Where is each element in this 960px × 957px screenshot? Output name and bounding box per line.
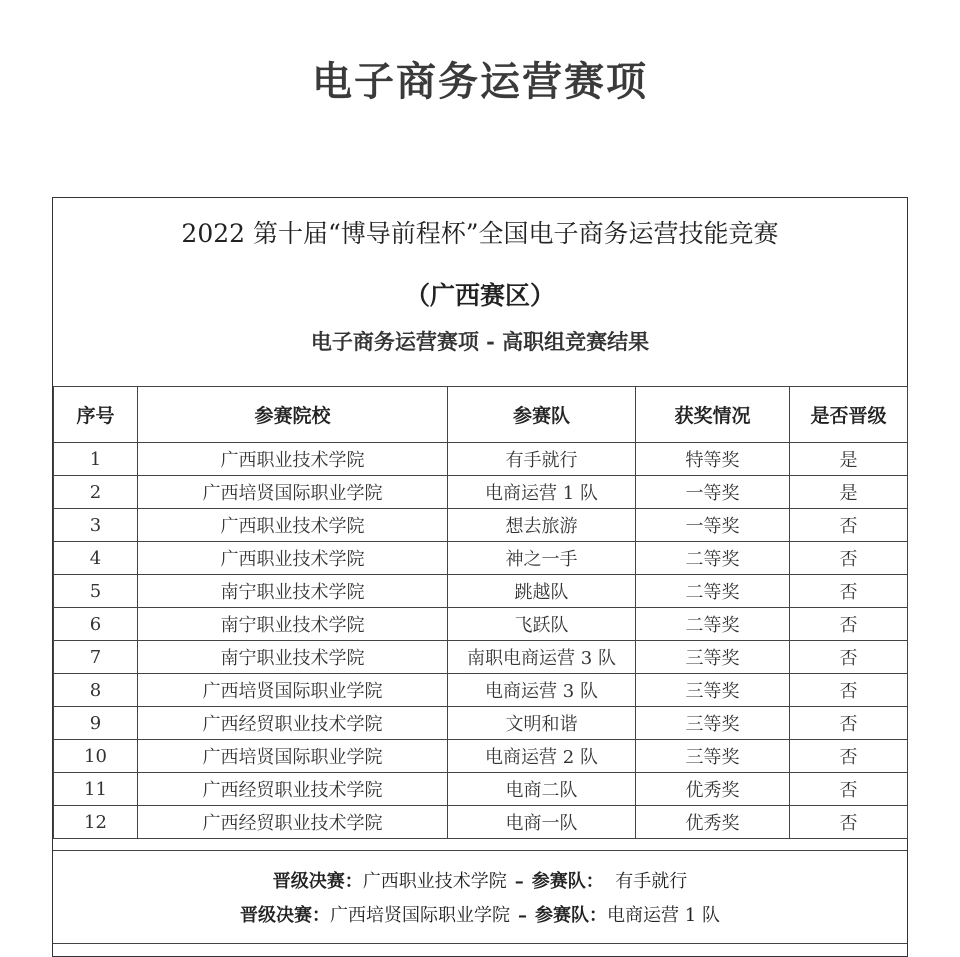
cell-award: 三等奖 xyxy=(636,740,790,773)
column-header-advance: 是否晋级 xyxy=(790,387,908,443)
cell-no: 4 xyxy=(54,542,138,575)
cell-no: 10 xyxy=(54,740,138,773)
cell-award: 优秀奖 xyxy=(636,806,790,839)
cell-no: 9 xyxy=(54,707,138,740)
cell-award: 特等奖 xyxy=(636,443,790,476)
cell-advance: 否 xyxy=(790,575,908,608)
table-row xyxy=(54,608,908,641)
cell-no: 3 xyxy=(54,509,138,542)
cell-school: 广西职业技术学院 xyxy=(138,509,448,542)
page-heading: 电子商务运营赛项 xyxy=(312,59,648,105)
cell-advance: 是 xyxy=(790,443,908,476)
competition-region: （广西赛区） xyxy=(404,281,555,310)
cell-school: 南宁职业技术学院 xyxy=(138,608,448,641)
cell-team: 电商运营 1 队 xyxy=(448,476,636,509)
advancement-label: 晋级决赛： xyxy=(272,871,363,892)
cell-advance: 否 xyxy=(790,608,908,641)
cell-advance: 否 xyxy=(790,674,908,707)
results-document xyxy=(52,197,908,957)
advancement-school: 广西培贤国际职业学院 xyxy=(330,905,511,926)
table-row xyxy=(54,509,908,542)
column-header-no: 序号 xyxy=(54,387,138,443)
table-row xyxy=(54,542,908,575)
table-row xyxy=(54,443,908,476)
cell-award: 二等奖 xyxy=(636,608,790,641)
table-row xyxy=(54,575,908,608)
cell-award: 三等奖 xyxy=(636,707,790,740)
cell-advance: 否 xyxy=(790,542,908,575)
cell-team: 想去旅游 xyxy=(448,509,636,542)
cell-advance: 否 xyxy=(790,773,908,806)
team-label: 参赛队： xyxy=(535,905,608,926)
cell-school: 南宁职业技术学院 xyxy=(138,641,448,674)
advancement-school: 广西职业技术学院 xyxy=(362,871,507,892)
cell-no: 6 xyxy=(54,608,138,641)
cell-advance: 否 xyxy=(790,806,908,839)
table-row xyxy=(54,641,908,674)
cell-school: 广西经贸职业技术学院 xyxy=(138,707,448,740)
advancement-summary xyxy=(53,850,907,944)
cell-no: 7 xyxy=(54,641,138,674)
cell-school: 广西培贤国际职业学院 xyxy=(138,674,448,707)
cell-award: 优秀奖 xyxy=(636,773,790,806)
cell-award: 三等奖 xyxy=(636,641,790,674)
cell-no: 12 xyxy=(54,806,138,839)
team-label: 参赛队： xyxy=(531,871,604,892)
cell-advance: 是 xyxy=(790,476,908,509)
cell-team: 电商一队 xyxy=(448,806,636,839)
table-row xyxy=(54,806,908,839)
table-row xyxy=(54,707,908,740)
cell-team: 文明和谐 xyxy=(448,707,636,740)
column-header-award: 获奖情况 xyxy=(636,387,790,443)
table-header-row xyxy=(54,387,908,443)
table-row xyxy=(54,674,908,707)
cell-no: 8 xyxy=(54,674,138,707)
cell-school: 广西职业技术学院 xyxy=(138,542,448,575)
cell-no: 11 xyxy=(54,773,138,806)
cell-team: 有手就行 xyxy=(448,443,636,476)
advancement-label: 晋级决赛： xyxy=(240,905,331,926)
cell-school: 广西培贤国际职业学院 xyxy=(138,740,448,773)
cell-school: 广西经贸职业技术学院 xyxy=(138,806,448,839)
cell-team: 电商运营 2 队 xyxy=(448,740,636,773)
document-header xyxy=(53,198,907,386)
cell-no: 1 xyxy=(54,443,138,476)
cell-school: 广西职业技术学院 xyxy=(138,443,448,476)
cell-team: 神之一手 xyxy=(448,542,636,575)
cell-team: 飞跃队 xyxy=(448,608,636,641)
cell-team: 电商二队 xyxy=(448,773,636,806)
cell-school: 南宁职业技术学院 xyxy=(138,575,448,608)
competition-title: 2022 第十届“博导前程杯”全国电子商务运营技能竞赛 xyxy=(181,219,779,248)
table-body xyxy=(54,443,908,839)
cell-team: 电商运营 3 队 xyxy=(448,674,636,707)
cell-award: 一等奖 xyxy=(636,509,790,542)
table-row xyxy=(54,773,908,806)
competition-subtitle: 电子商务运营赛项 - 高职组竞赛结果 xyxy=(310,329,650,354)
cell-advance: 否 xyxy=(790,707,908,740)
cell-award: 二等奖 xyxy=(636,542,790,575)
separator: – xyxy=(518,905,528,926)
cell-school: 广西经贸职业技术学院 xyxy=(138,773,448,806)
cell-award: 一等奖 xyxy=(636,476,790,509)
cell-advance: 否 xyxy=(790,509,908,542)
advancement-line-2 xyxy=(53,901,907,927)
cell-no: 2 xyxy=(54,476,138,509)
table-row xyxy=(54,476,908,509)
column-header-team: 参赛队 xyxy=(448,387,636,443)
cell-advance: 否 xyxy=(790,740,908,773)
cell-advance: 否 xyxy=(790,641,908,674)
cell-school: 广西培贤国际职业学院 xyxy=(138,476,448,509)
table-row xyxy=(54,740,908,773)
cell-team: 南职电商运营 3 队 xyxy=(448,641,636,674)
cell-award: 三等奖 xyxy=(636,674,790,707)
advancement-line-1 xyxy=(53,867,907,893)
column-header-school: 参赛院校 xyxy=(138,387,448,443)
advancement-team: 电商运营 1 队 xyxy=(607,905,720,926)
results-table xyxy=(53,386,908,839)
advancement-team: 有手就行 xyxy=(615,871,688,892)
cell-team: 跳越队 xyxy=(448,575,636,608)
cell-no: 5 xyxy=(54,575,138,608)
separator: – xyxy=(514,871,524,892)
cell-award: 二等奖 xyxy=(636,575,790,608)
